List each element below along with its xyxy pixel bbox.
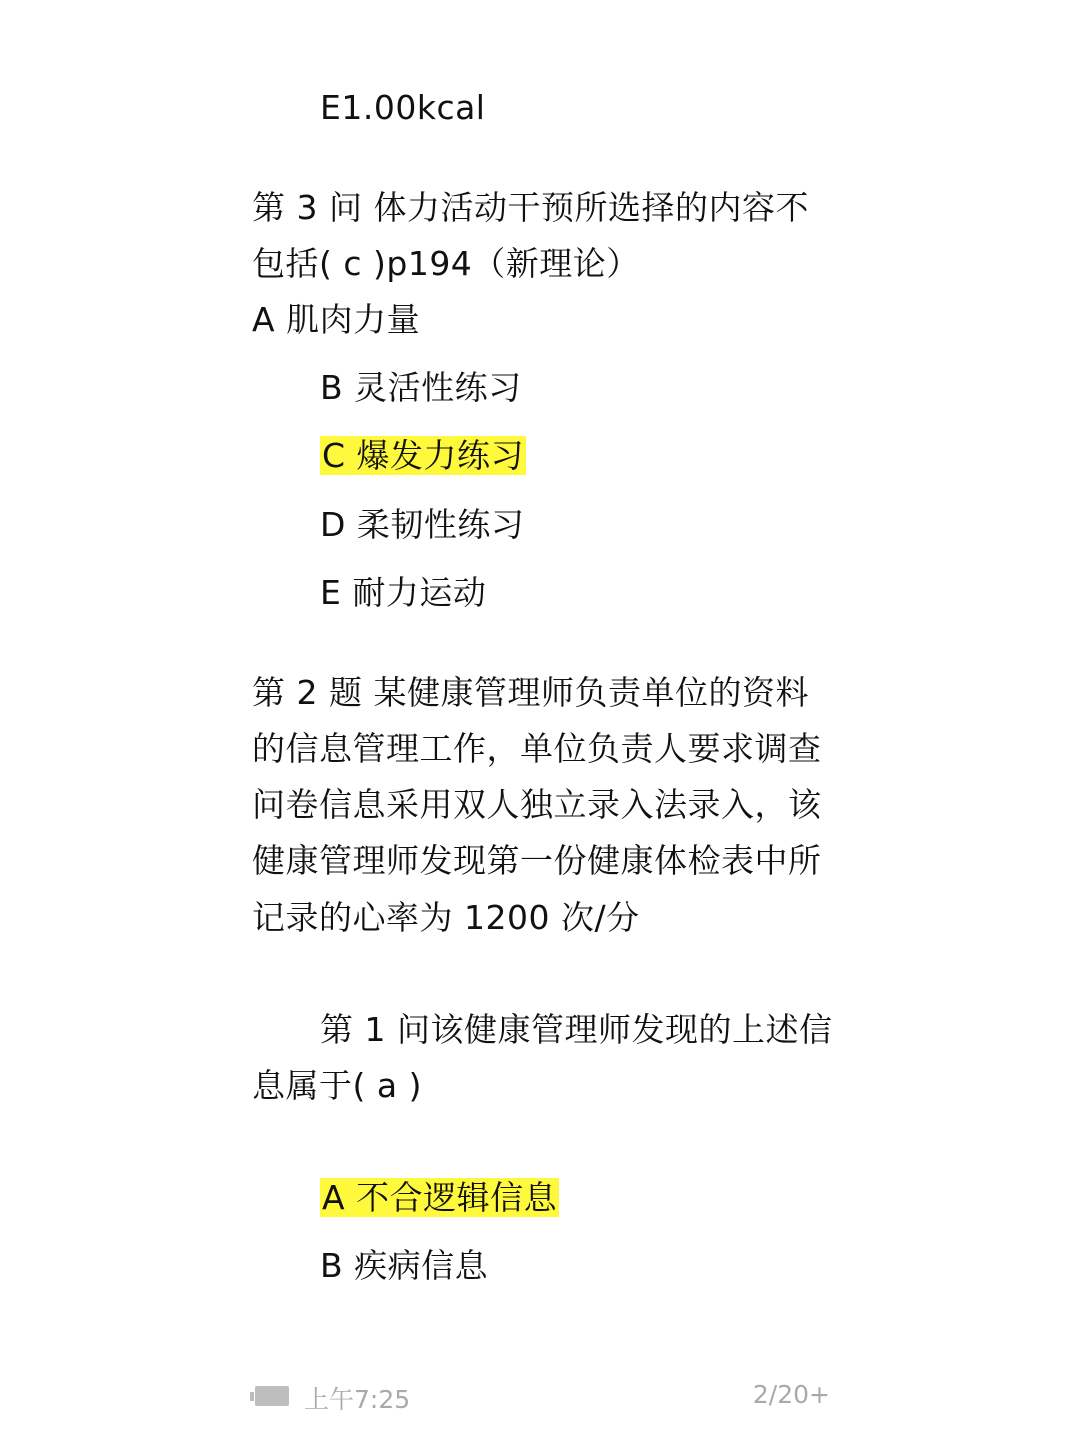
question-2-line-5: 记录的心率为 1200 次/分: [252, 898, 640, 937]
option-b-agility: B 灵活性练习: [320, 368, 522, 407]
highlight-mark: A 不合逻辑信息: [322, 1178, 558, 1217]
option-e-endurance: E 耐力运动: [320, 573, 487, 612]
option-d-flexibility: D 柔韧性练习: [320, 505, 525, 544]
question-3-line-2: 包括( c )p194（新理论）: [252, 244, 640, 283]
question-2-line-1: 第 2 题 某健康管理师负责单位的资料: [252, 673, 809, 712]
status-footer: [250, 1380, 830, 1416]
question-2-line-2: 的信息管理工作，单位负责人要求调查: [252, 729, 822, 768]
option-a-illogical-highlighted: [320, 1178, 559, 1218]
battery-icon: [250, 1386, 290, 1406]
sub-question-1-line-1: 第 1 问该健康管理师发现的上述信: [320, 1010, 833, 1049]
footer-page-indicator: 2/20+: [752, 1380, 830, 1409]
question-3-line-1: 第 3 问 体力活动干预所选择的内容不: [252, 188, 809, 227]
footer-time: 上午7:25: [304, 1385, 411, 1414]
answer-e-1kcal: E1.00kcal: [320, 88, 486, 127]
question-2-line-3: 问卷信息采用双人独立录入法录入，该: [252, 785, 822, 824]
option-a-muscle-strength: A 肌肉力量: [252, 300, 421, 339]
sub-question-1-line-2: 息属于( a ): [252, 1066, 422, 1105]
option-c-explosive-highlighted: [320, 436, 526, 476]
highlight-mark: C 爆发力练习: [322, 436, 525, 475]
option-b-disease-info: B 疾病信息: [320, 1246, 489, 1285]
question-2-line-4: 健康管理师发现第一份健康体检表中所: [252, 841, 822, 880]
